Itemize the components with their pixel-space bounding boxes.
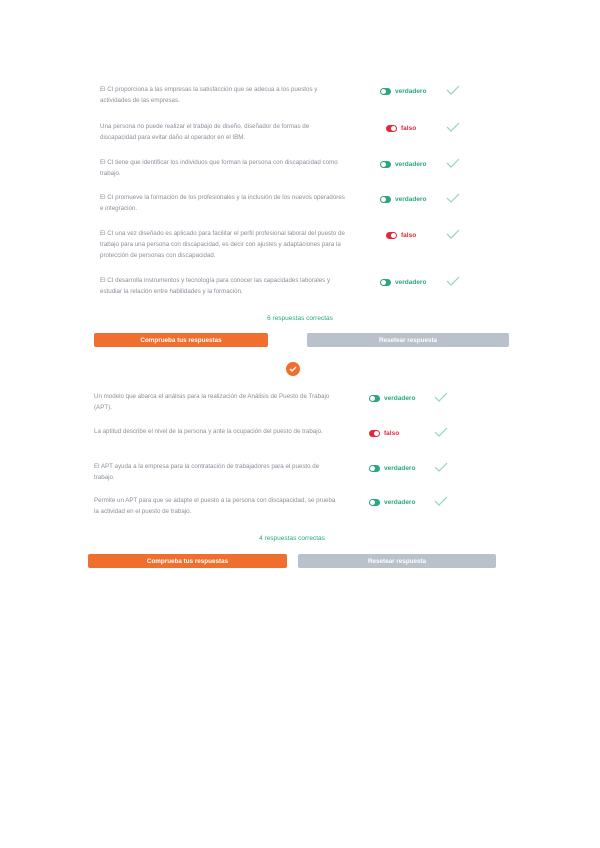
question-row — [100, 192, 470, 216]
toggle-on-icon — [369, 465, 380, 472]
toggle-off-icon — [386, 232, 397, 239]
answer-label: verdadero — [384, 499, 416, 506]
question-row — [100, 84, 470, 108]
question-text: El APT ayuda a la empresa para la contratación de trabajadores para el puesto de trabajo. — [94, 463, 320, 481]
question-row — [100, 228, 470, 264]
question-row — [94, 426, 464, 450]
answer-toggle[interactable] — [380, 159, 426, 170]
check-icon — [446, 158, 460, 168]
toggle-on-icon — [380, 196, 391, 203]
answer-toggle[interactable] — [386, 230, 416, 241]
question-row — [100, 275, 470, 299]
answer-toggle[interactable] — [369, 393, 415, 404]
question-text: El CI una vez diseñado es aplicado para facilitar el perfil profesional laboral del puesto de trabajo para una persona con discapacidad, es decir con ajustes y adaptaciones para la protección de personas con discapacidad. — [100, 230, 345, 259]
question-text: Permite un APT para que se adapte el puesto a la persona con discapacidad, se prueba la actividad en el puesto de trabajo. — [94, 497, 336, 515]
reset-answer-button[interactable]: Resetear respuesta — [307, 333, 509, 347]
question-text: El CI desarrolla instrumentos y tecnología para conocer las capacidades laborales y estudiar la relación entre habilidades y la formación. — [100, 277, 331, 295]
check-icon — [434, 462, 448, 472]
answer-label: verdadero — [395, 88, 427, 95]
answer-toggle[interactable] — [386, 123, 416, 134]
check-icon — [434, 496, 448, 506]
question-row — [100, 157, 470, 181]
result-text: 6 respuestas correctas — [267, 315, 333, 322]
answer-toggle[interactable] — [380, 194, 426, 205]
question-text: El CI proporciona a las empresas la satisfacción que se adecua a los puestos y actividades de las empresas. — [100, 86, 318, 104]
answer-label: verdadero — [384, 395, 416, 402]
answer-label: verdadero — [395, 161, 427, 168]
question-text: Un modelo que abarca el análisis para la realización de Análisis de Puesto de Trabajo (APT). — [94, 393, 330, 411]
answer-toggle[interactable] — [369, 463, 415, 474]
check-icon — [446, 193, 460, 203]
answer-toggle[interactable] — [369, 428, 399, 439]
success-badge — [286, 362, 300, 376]
quiz-section-1 — [100, 84, 470, 354]
question-text: La aptitud describe el nivel de la persona y ante la ocupación del puesto de trabajo. — [94, 428, 323, 435]
quiz-section-2 — [94, 391, 464, 521]
answer-label: verdadero — [384, 465, 416, 472]
check-icon — [434, 392, 448, 402]
toggle-on-icon — [380, 88, 391, 95]
question-text: Una persona no puede realizar el trabajo de diseño, diseñador de formas de discapacidad para evitar daño al operador en el IBM. — [100, 123, 310, 141]
question-text: El CI promueve la formación de los profesionales y la inclusión de los nuevos operadores e integración. — [100, 194, 345, 212]
check-answers-button[interactable]: Comprueba tus respuestas — [94, 333, 268, 347]
check-icon — [434, 427, 448, 437]
question-row — [94, 391, 464, 415]
answer-label: falso — [401, 232, 417, 239]
question-row — [100, 121, 470, 145]
check-icon — [289, 366, 297, 372]
answer-toggle[interactable] — [380, 86, 426, 97]
toggle-on-icon — [369, 395, 380, 402]
question-row — [94, 495, 464, 519]
question-row — [94, 461, 464, 485]
toggle-on-icon — [380, 279, 391, 286]
answer-toggle[interactable] — [369, 497, 415, 508]
result-text: 4 respuestas correctas — [259, 535, 325, 542]
answer-toggle[interactable] — [380, 277, 426, 288]
answer-label: falso — [401, 125, 417, 132]
toggle-off-icon — [369, 430, 380, 437]
check-answers-button[interactable]: Comprueba tus respuestas — [88, 554, 287, 568]
check-icon — [446, 229, 460, 239]
reset-answer-button[interactable]: Resetear respuesta — [298, 554, 496, 568]
answer-label: verdadero — [395, 196, 427, 203]
answer-label: verdadero — [395, 279, 427, 286]
check-icon — [446, 276, 460, 286]
toggle-off-icon — [386, 125, 397, 132]
toggle-on-icon — [369, 499, 380, 506]
check-icon — [446, 85, 460, 95]
answer-label: falso — [384, 430, 400, 437]
toggle-on-icon — [380, 161, 391, 168]
check-icon — [446, 122, 460, 132]
question-text: El CI tiene que identificar los individuos que forman la persona con discapacidad como trabajo. — [100, 159, 338, 177]
